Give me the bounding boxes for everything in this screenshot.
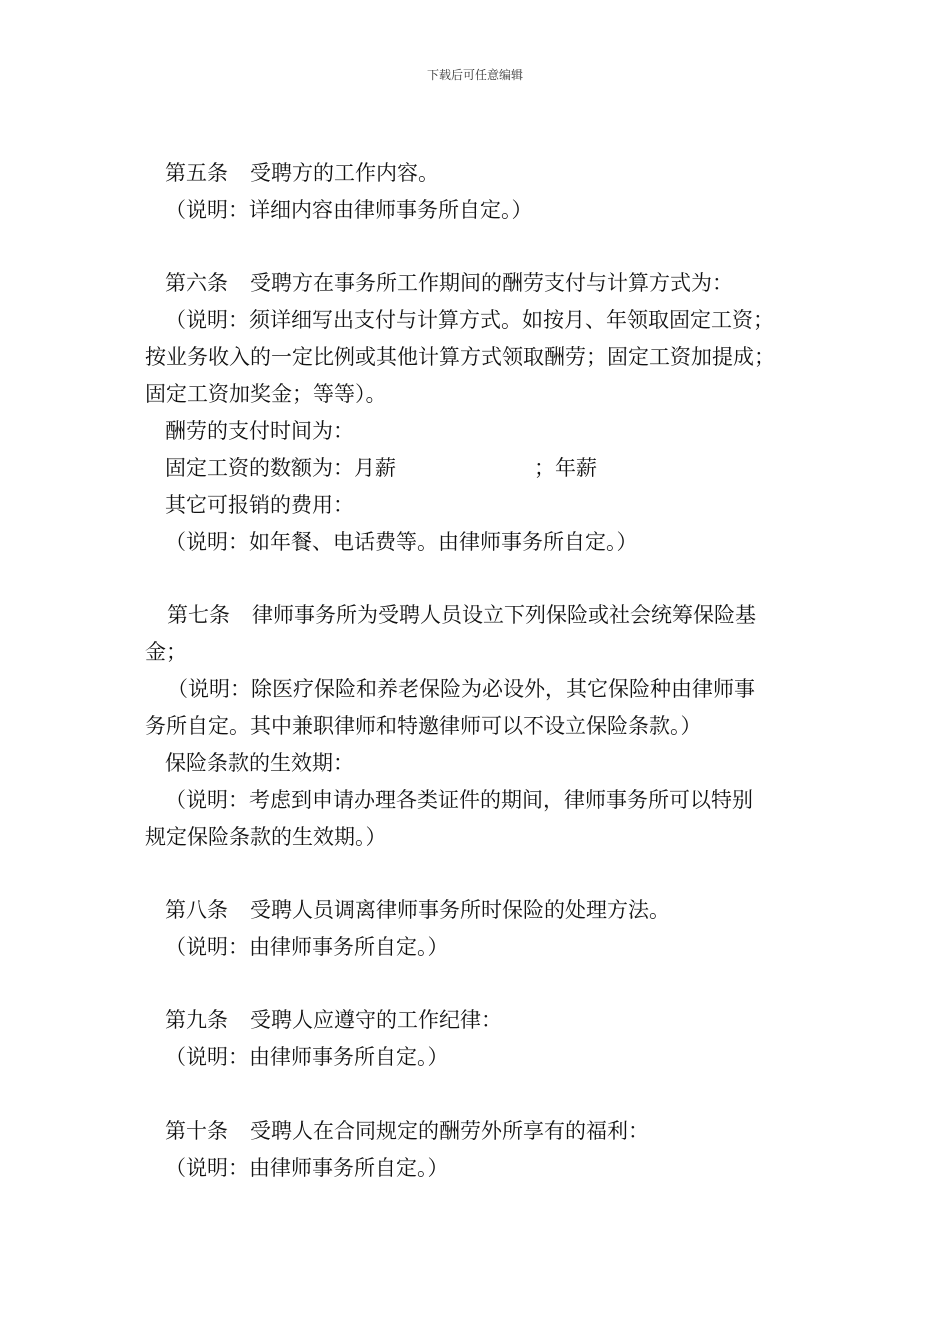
article-7-text: 律师事务所为受聘人员设立下列保险或社会统筹保险基: [252, 603, 756, 627]
annual-salary-label: ；年薪: [534, 456, 597, 480]
insurance-effective-note-line-1: （说明：考虑到申请办理各类证件的期间，律师事务所可以特别: [165, 788, 753, 812]
expenses-field: 其它可报销的费用：: [165, 493, 354, 517]
article-9-note: （说明：由律师事务所自定。）: [165, 1045, 449, 1069]
pay-time-field: 酬劳的支付时间为：: [165, 419, 354, 443]
article-7-title: 第七条: [167, 603, 230, 627]
article-9-heading: [145, 1002, 825, 1039]
article-8-title: 第八条: [165, 898, 228, 922]
article-10-heading: [145, 1113, 825, 1150]
article-8-text: 受聘人员调离律师事务所时保险的处理方法。: [250, 898, 670, 922]
article-6-note-line-3: 固定工资加奖金；等等）。: [145, 382, 387, 406]
salary-field: [145, 450, 825, 487]
article-8-heading: [145, 892, 825, 929]
article-6-heading: [145, 265, 825, 302]
article-10-title: 第十条: [165, 1119, 228, 1143]
article-7-text-line-2: 金；: [145, 640, 187, 664]
article-6-title: 第六条: [165, 271, 228, 295]
expenses-note: （说明：如年餐、电话费等。由律师事务所自定。）: [165, 530, 638, 554]
article-6-text: 受聘方在事务所工作期间的酬劳支付与计算方式为：: [250, 271, 733, 295]
salary-label: 固定工资的数额为：月薪: [165, 456, 396, 480]
article-9-text: 受聘人应遵守的工作纪律：: [250, 1008, 502, 1032]
article-5-text: 受聘方的工作内容。: [250, 161, 439, 185]
article-7-note-line-1: （说明：除医疗保险和养老保险为必设外，其它保险种由律师事: [167, 677, 755, 701]
page-header-note: 下载后可任意编辑: [426, 68, 523, 82]
insurance-effective-note-line-2: 规定保险条款的生效期。）: [145, 825, 387, 849]
article-5-note: （说明：详细内容由律师事务所自定。）: [165, 198, 533, 222]
article-10-note: （说明：由律师事务所自定。）: [165, 1156, 449, 1180]
article-7-heading: [145, 597, 825, 634]
article-6-note-line-2: 按业务收入的一定比例或其他计算方式领取酬劳；固定工资加提成；: [145, 345, 775, 369]
article-7-note-line-2: 务所自定。其中兼职律师和特邀律师可以不设立保险条款。）: [145, 714, 702, 738]
article-6-note-line-1: （说明：须详细写出支付与计算方式。如按月、年领取固定工资；: [165, 308, 774, 332]
article-9-title: 第九条: [165, 1008, 228, 1032]
article-8-note: （说明：由律师事务所自定。）: [165, 935, 449, 959]
article-5-title: 第五条: [165, 161, 228, 185]
insurance-effective-field: 保险条款的生效期：: [165, 751, 354, 775]
article-5-heading: [145, 155, 825, 192]
article-10-text: 受聘人在合同规定的酬劳外所享有的福利：: [250, 1119, 649, 1143]
